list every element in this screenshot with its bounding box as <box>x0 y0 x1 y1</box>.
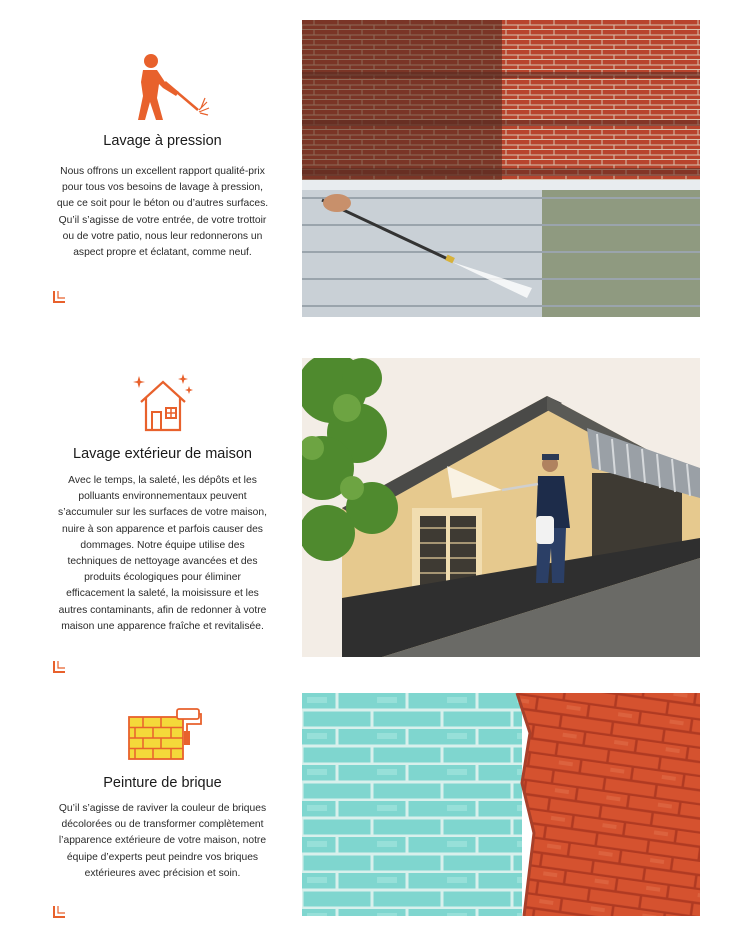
painted-turquoise-and-red-brick-wall <box>302 693 700 916</box>
corner-bracket-icon <box>53 905 66 918</box>
service-description: Avec le temps, la saleté, les dépôts et les polluants environnementaux peuvent s’accumuler sur les surfaces de votre maison, nuire à son apparence et parfois causer des dommages. Notre équipe utilise des techniques de nettoyage avancées et des produits écologiques pour éliminer efficacement la saleté, la moisissure et les autres contaminants, afin de redonner à votre maison une apparence fraîche et revitalisée. <box>58 475 267 632</box>
service-title: Lavage extérieur de maison <box>73 446 252 462</box>
worker-spraying-house-facade <box>302 358 700 657</box>
service-text-block <box>40 0 285 930</box>
service-description: Qu’il s’agisse de raviver la couleur de briques décolorées ou de transformer complètement l’apparence extérieure de votre maison, notre équipe d’experts peut peindre vos briques extérieures avec précision et soin. <box>58 803 267 879</box>
service-title: Lavage à pression <box>103 133 222 149</box>
brick-wall-paint-roller-icon <box>123 707 203 763</box>
service-description: Nous offrons un excellent rapport qualité-prix pour tous vos besoins de lavage à pression, que ce soit pour le béton ou d’autres surfaces. Qu’il s’agisse de votre entrée, de votre trottoir ou de votre patio, nous leur redonnerons un aspect propre et éclatant, comme neuf. <box>56 166 269 259</box>
brick-steps-and-siding-being-pressure-washed <box>302 20 700 317</box>
service-title: Peinture de brique <box>103 775 222 791</box>
